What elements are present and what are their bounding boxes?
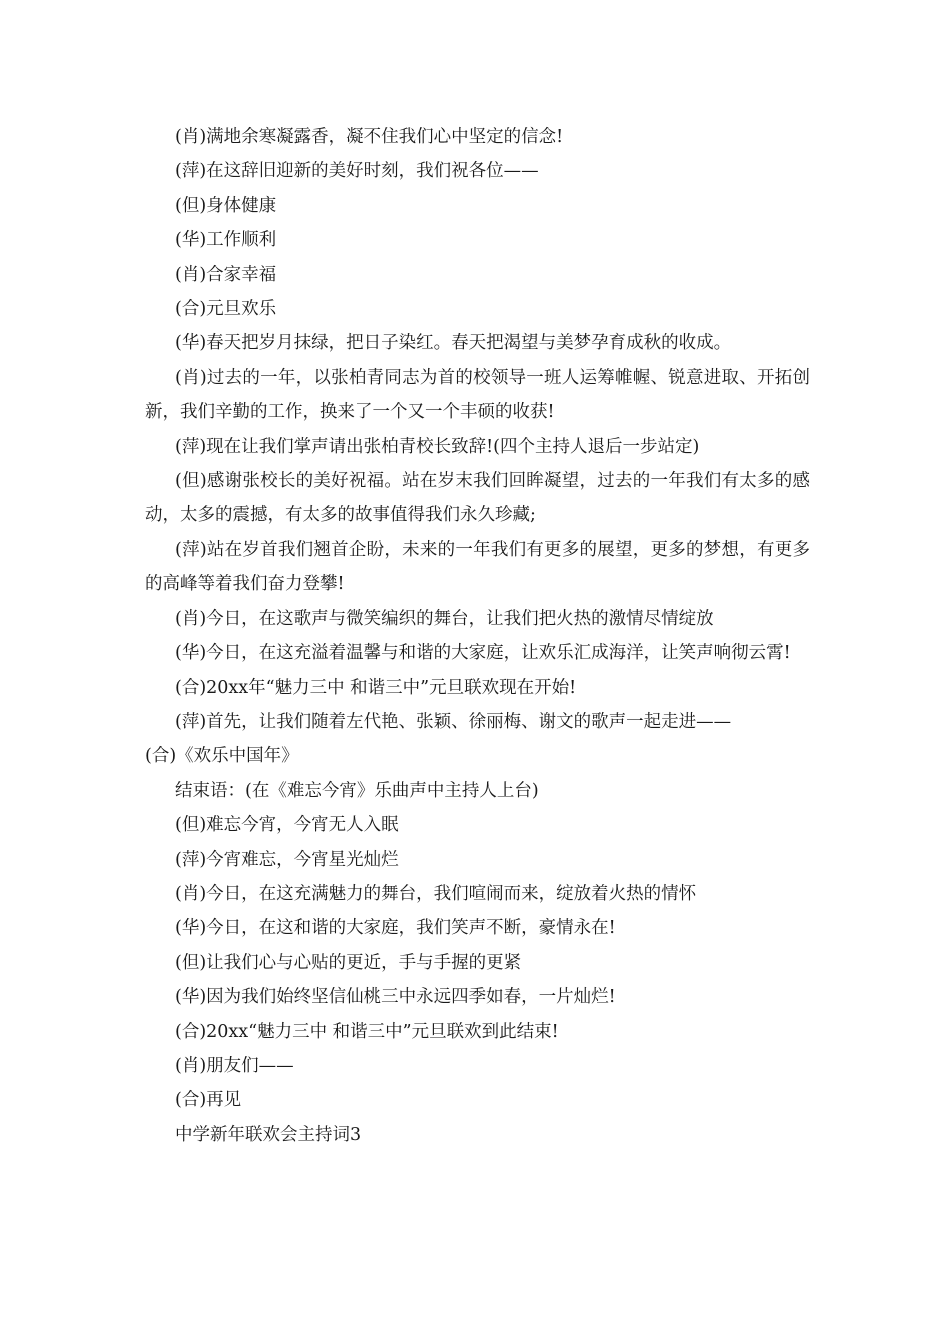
paragraph: (华)工作顺利 — [175, 230, 277, 251]
paragraph: 中学新年联欢会主持词3 — [175, 1124, 362, 1145]
paragraph: (合)20xx年“魅力三中 和谐三中”元旦联欢现在开始! — [175, 677, 577, 698]
paragraph: (肖)满地余寒凝露香，凝不住我们心中坚定的信念! — [175, 127, 564, 147]
paragraph: (华)今日，在这充溢着温馨与和谐的大家庭，让欢乐汇成海洋，让笑声响彻云霄! — [175, 643, 791, 664]
paragraph: (萍)在这辞旧迎新的美好时刻，我们祝各位—— — [175, 161, 539, 182]
paragraph: (华)今日，在这和谐的大家庭，我们笑声不断，豪情永在! — [175, 918, 616, 939]
paragraph: (肖)今日，在这歌声与微笑编织的舞台，让我们把火热的激情尽情绽放 — [175, 608, 714, 629]
paragraph: (萍)站在岁首我们翘首企盼，未来的一年我们有更多的展望，更多的梦想，有更多的高峰等着我们奋力登攀! — [145, 539, 810, 595]
paragraph: (但)让我们心与心贴的更近，手与手握的更紧 — [175, 952, 522, 973]
paragraph: (萍)今宵难忘，今宵星光灿烂 — [175, 849, 399, 870]
paragraph: (肖)今日，在这充满魅力的舞台，我们喧闹而来，绽放着火热的情怀 — [175, 883, 697, 904]
paragraph: (但)身体健康 — [175, 195, 277, 216]
paragraph: (萍)首先，让我们随着左代艳、张颖、徐丽梅、谢文的歌声一起走进—— — [175, 711, 732, 732]
paragraph: (肖)合家幸福 — [175, 264, 277, 285]
paragraph: (肖)朋友们—— — [175, 1055, 294, 1076]
paragraph: (华)春天把岁月抹绿，把日子染红。春天把渴望与美梦孕育成秋的收成。 — [175, 333, 732, 354]
paragraph: (华)因为我们始终坚信仙桃三中永远四季如春，一片灿烂! — [175, 987, 616, 1008]
paragraph: (合)再见 — [175, 1090, 242, 1111]
document-body — [145, 120, 810, 1152]
paragraph: (但)感谢张校长的美好祝福。站在岁末我们回眸凝望，过去的一年我们有太多的感动，太多的震撼，有太多的故事值得我们永久珍藏; — [145, 471, 810, 526]
paragraph: (但)难忘今宵，今宵无人入眠 — [175, 815, 399, 836]
paragraph: (萍)现在让我们掌声请出张柏青校长致辞!(四个主持人退后一步站定) — [175, 436, 700, 457]
paragraph: (肖)过去的一年，以张柏青同志为首的校领导一班人运筹帷幄、锐意进取、开拓创新，我们辛勤的工作，换来了一个又一个丰硕的收获! — [145, 367, 810, 423]
paragraph: (合)20xx“魅力三中 和谐三中”元旦联欢到此结束! — [175, 1021, 559, 1042]
paragraph: 结束语：(在《难忘今宵》乐曲声中主持人上台) — [175, 780, 539, 801]
paragraph: (合)《欢乐中国年》 — [145, 746, 299, 767]
paragraph: (合)元旦欢乐 — [175, 299, 277, 320]
